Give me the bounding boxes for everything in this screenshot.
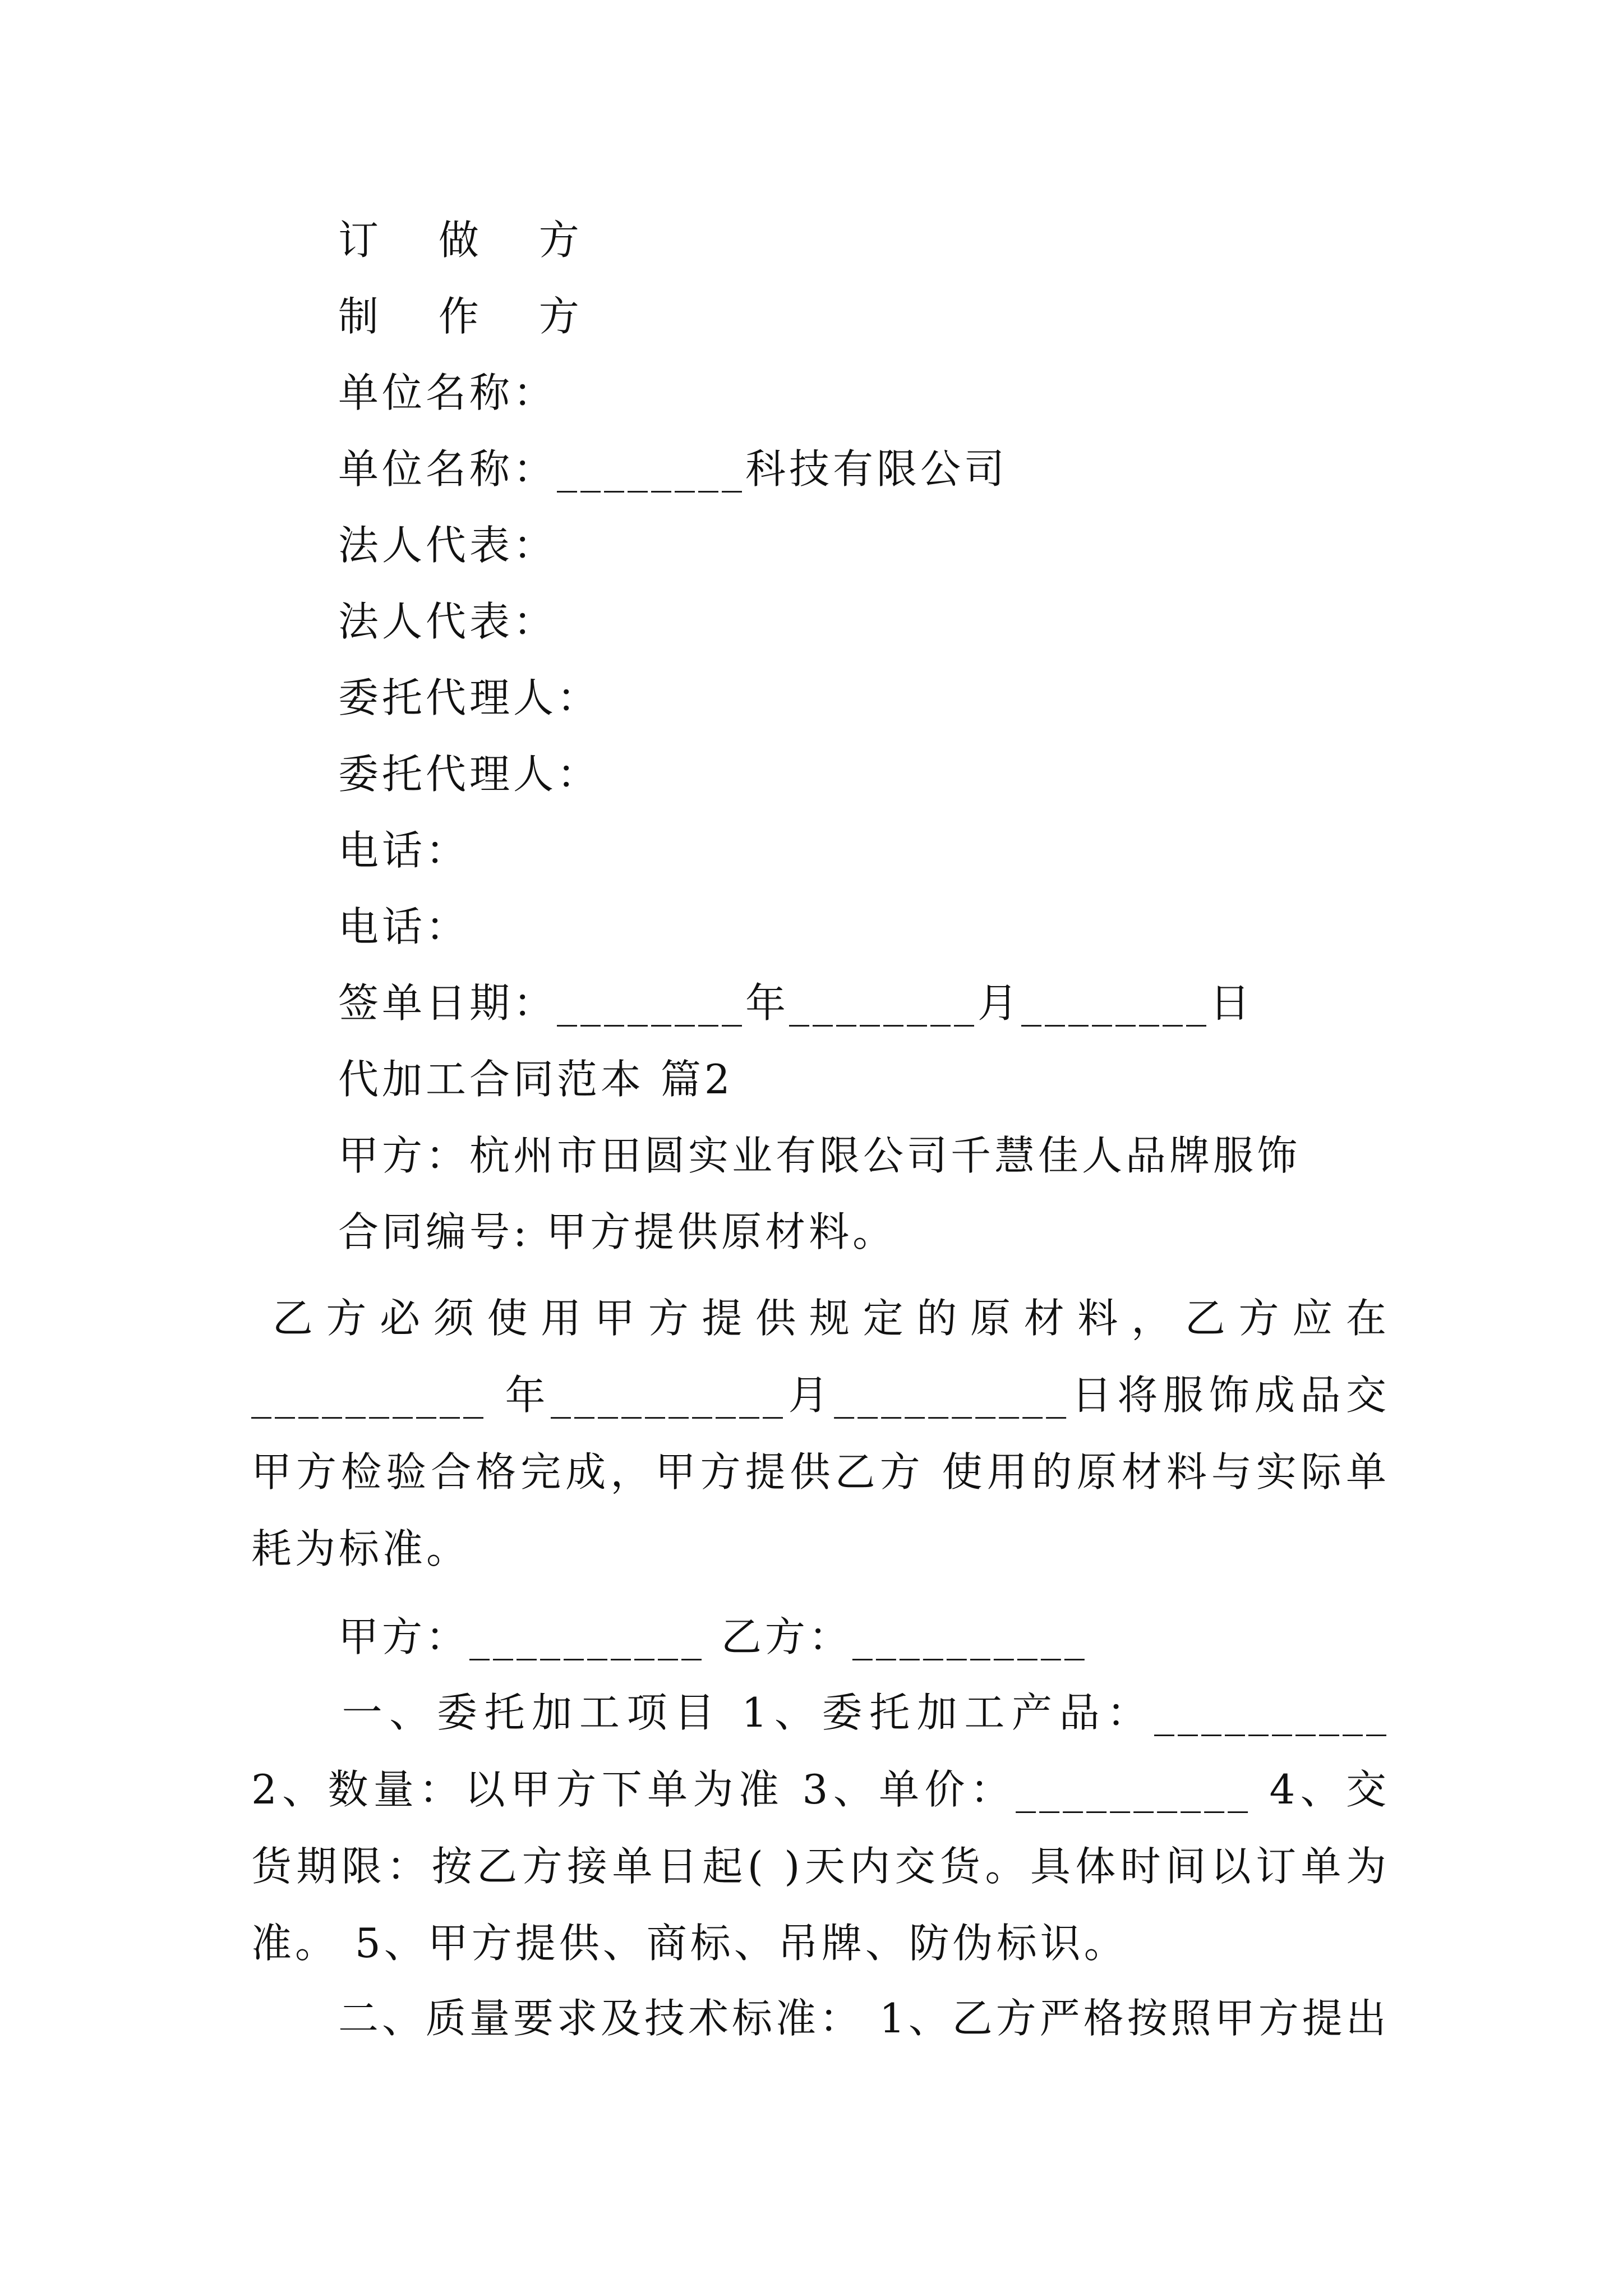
- line-maker: 制 作 方: [338, 293, 603, 340]
- line-phone-1: 电话：: [338, 827, 470, 874]
- paragraph-section-1: 一、委托加工项目 1、委托加工产品：__________ 2、数量：以甲方下单为准 3、单价：__________ 4、交货期限：按乙方接单日起( )天内交货。具体时间以订单为准。 5、甲方提供、商标、吊牌、防伪标识。: [251, 1689, 1390, 1967]
- line-phone-2: 电话：: [338, 903, 470, 950]
- paragraph-materials: 乙方必须使用甲方提供规定的原材料，乙方应在__________ 年__________月__________日将服饰成品交甲方检验合格完成，甲方提供乙方 使用的原材料与实际单耗为标准。: [251, 1295, 1390, 1572]
- paragraph-section-2: 二、质量要求及技术标准： 1、乙方严格按照甲方提出: [338, 1995, 1390, 2042]
- line-orderer: 订 做 方: [338, 217, 603, 264]
- line-agent-2: 委托代理人：: [338, 751, 601, 798]
- line-unit-name-1: 单位名称：: [338, 369, 557, 416]
- line-sign-date: 签单日期：________年________月________日: [338, 979, 1254, 1027]
- line-unit-name-2: 单位名称：________科技有限公司: [338, 445, 1008, 493]
- line-agent-1: 委托代理人：: [338, 674, 601, 721]
- line-party-a: 甲方：杭州市田圆实业有限公司千慧佳人品牌服饰: [338, 1132, 1301, 1179]
- line-contract-number: 合同编号: 甲方提供原材料。: [338, 1208, 897, 1255]
- line-legal-rep-2: 法人代表：: [338, 598, 557, 645]
- paragraph-parties: 甲方：__________ 乙方：__________: [338, 1613, 1088, 1660]
- line-legal-rep-1: 法人代表：: [338, 522, 557, 569]
- section-title: 代加工合同范本 篇2: [338, 1056, 734, 1103]
